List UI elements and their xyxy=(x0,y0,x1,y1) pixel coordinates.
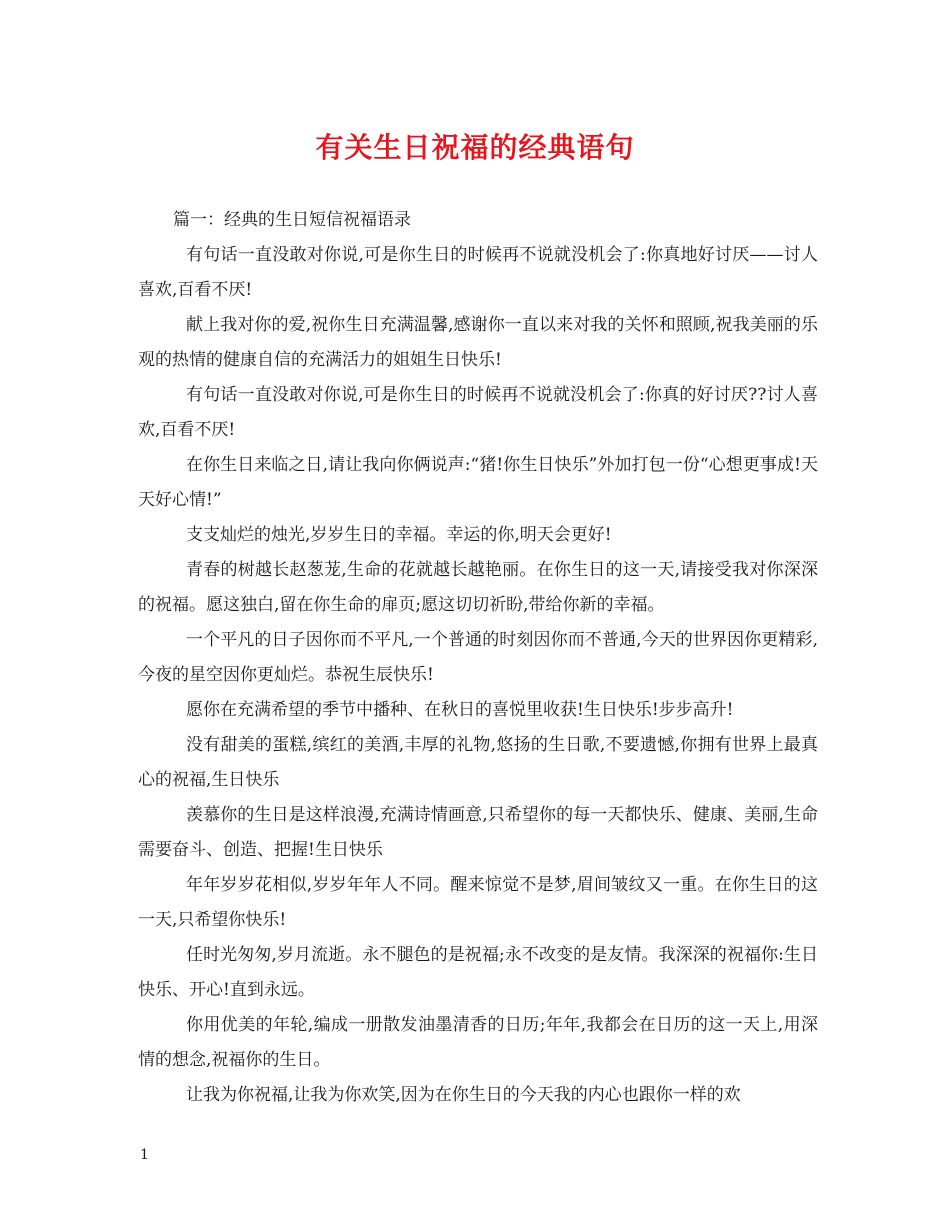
paragraph-6: 青春的树越长赵葱茏,生命的花就越长越艳丽。在你生日的这一天,请接受我对你深深的祝福。愿这独白,留在你生命的扉页;愿这切切祈盼,带给你新的幸福。 xyxy=(138,560,818,615)
document-body xyxy=(138,203,818,1113)
paragraph-9: 没有甜美的蛋糕,缤红的美酒,丰厚的礼物,悠扬的生日歌,不要遗憾,你拥有世界上最真心的祝福,生日快乐 xyxy=(138,735,818,790)
paragraph-4: 在你生日来临之日,请让我向你俩说声:“猪!你生日快乐”外加打包一份“心想更事成!天天好心情!” xyxy=(138,455,818,510)
paragraph-3: 有句话一直没敢对你说,可是你生日的时候再不说就没机会了:你真的好讨厌??讨人喜欢,百看不厌! xyxy=(138,385,818,440)
paragraph-12: 任时光匆匆,岁月流逝。永不腿色的是祝福;永不改变的是友情。我深深的祝福你:生日快乐、开心!直到永远。 xyxy=(138,945,818,1000)
paragraph-1: 有句话一直没敢对你说,可是你生日的时候再不说就没机会了:你真地好讨厌——讨人喜欢,百看不厌! xyxy=(138,245,818,300)
paragraph-11: 年年岁岁花相似,岁岁年年人不同。醒来惊觉不是梦,眉间皱纹又一重。在你生日的这一天,只希望你快乐! xyxy=(138,875,818,930)
section-heading: 篇一：经典的生日短信祝福语录 xyxy=(173,210,411,230)
document-title: 有关生日祝福的经典语句 xyxy=(315,131,635,164)
paragraph-13: 你用优美的年轮,编成一册散发油墨清香的日历;年年,我都会在日历的这一天上,用深情的想念,祝福你的生日。 xyxy=(138,1015,818,1070)
paragraph-5: 支支灿烂的烛光,岁岁生日的幸福。幸运的你,明天会更好! xyxy=(186,525,612,545)
paragraph-10: 羡慕你的生日是这样浪漫,充满诗情画意,只希望你的每一天都快乐、健康、美丽,生命需要奋斗、创造、把握!生日快乐 xyxy=(138,805,818,860)
paragraph-7: 一个平凡的日子因你而不平凡,一个普通的时刻因你而不普通,今天的世界因你更精彩,今夜的星空因你更灿烂。恭祝生辰快乐! xyxy=(138,630,818,685)
paragraph-2: 献上我对你的爱,祝你生日充满温馨,感谢你一直以来对我的关怀和照顾,祝我美丽的乐观的热情的健康自信的充满活力的姐姐生日快乐! xyxy=(138,315,818,370)
page-number: 1 xyxy=(140,1147,149,1163)
paragraph-14: 让我为你祝福,让我为你欢笑,因为在你生日的今天我的内心也跟你一样的欢 xyxy=(186,1085,741,1105)
paragraph-8: 愿你在充满希望的季节中播种、在秋日的喜悦里收获!生日快乐!步步高升! xyxy=(186,700,734,720)
